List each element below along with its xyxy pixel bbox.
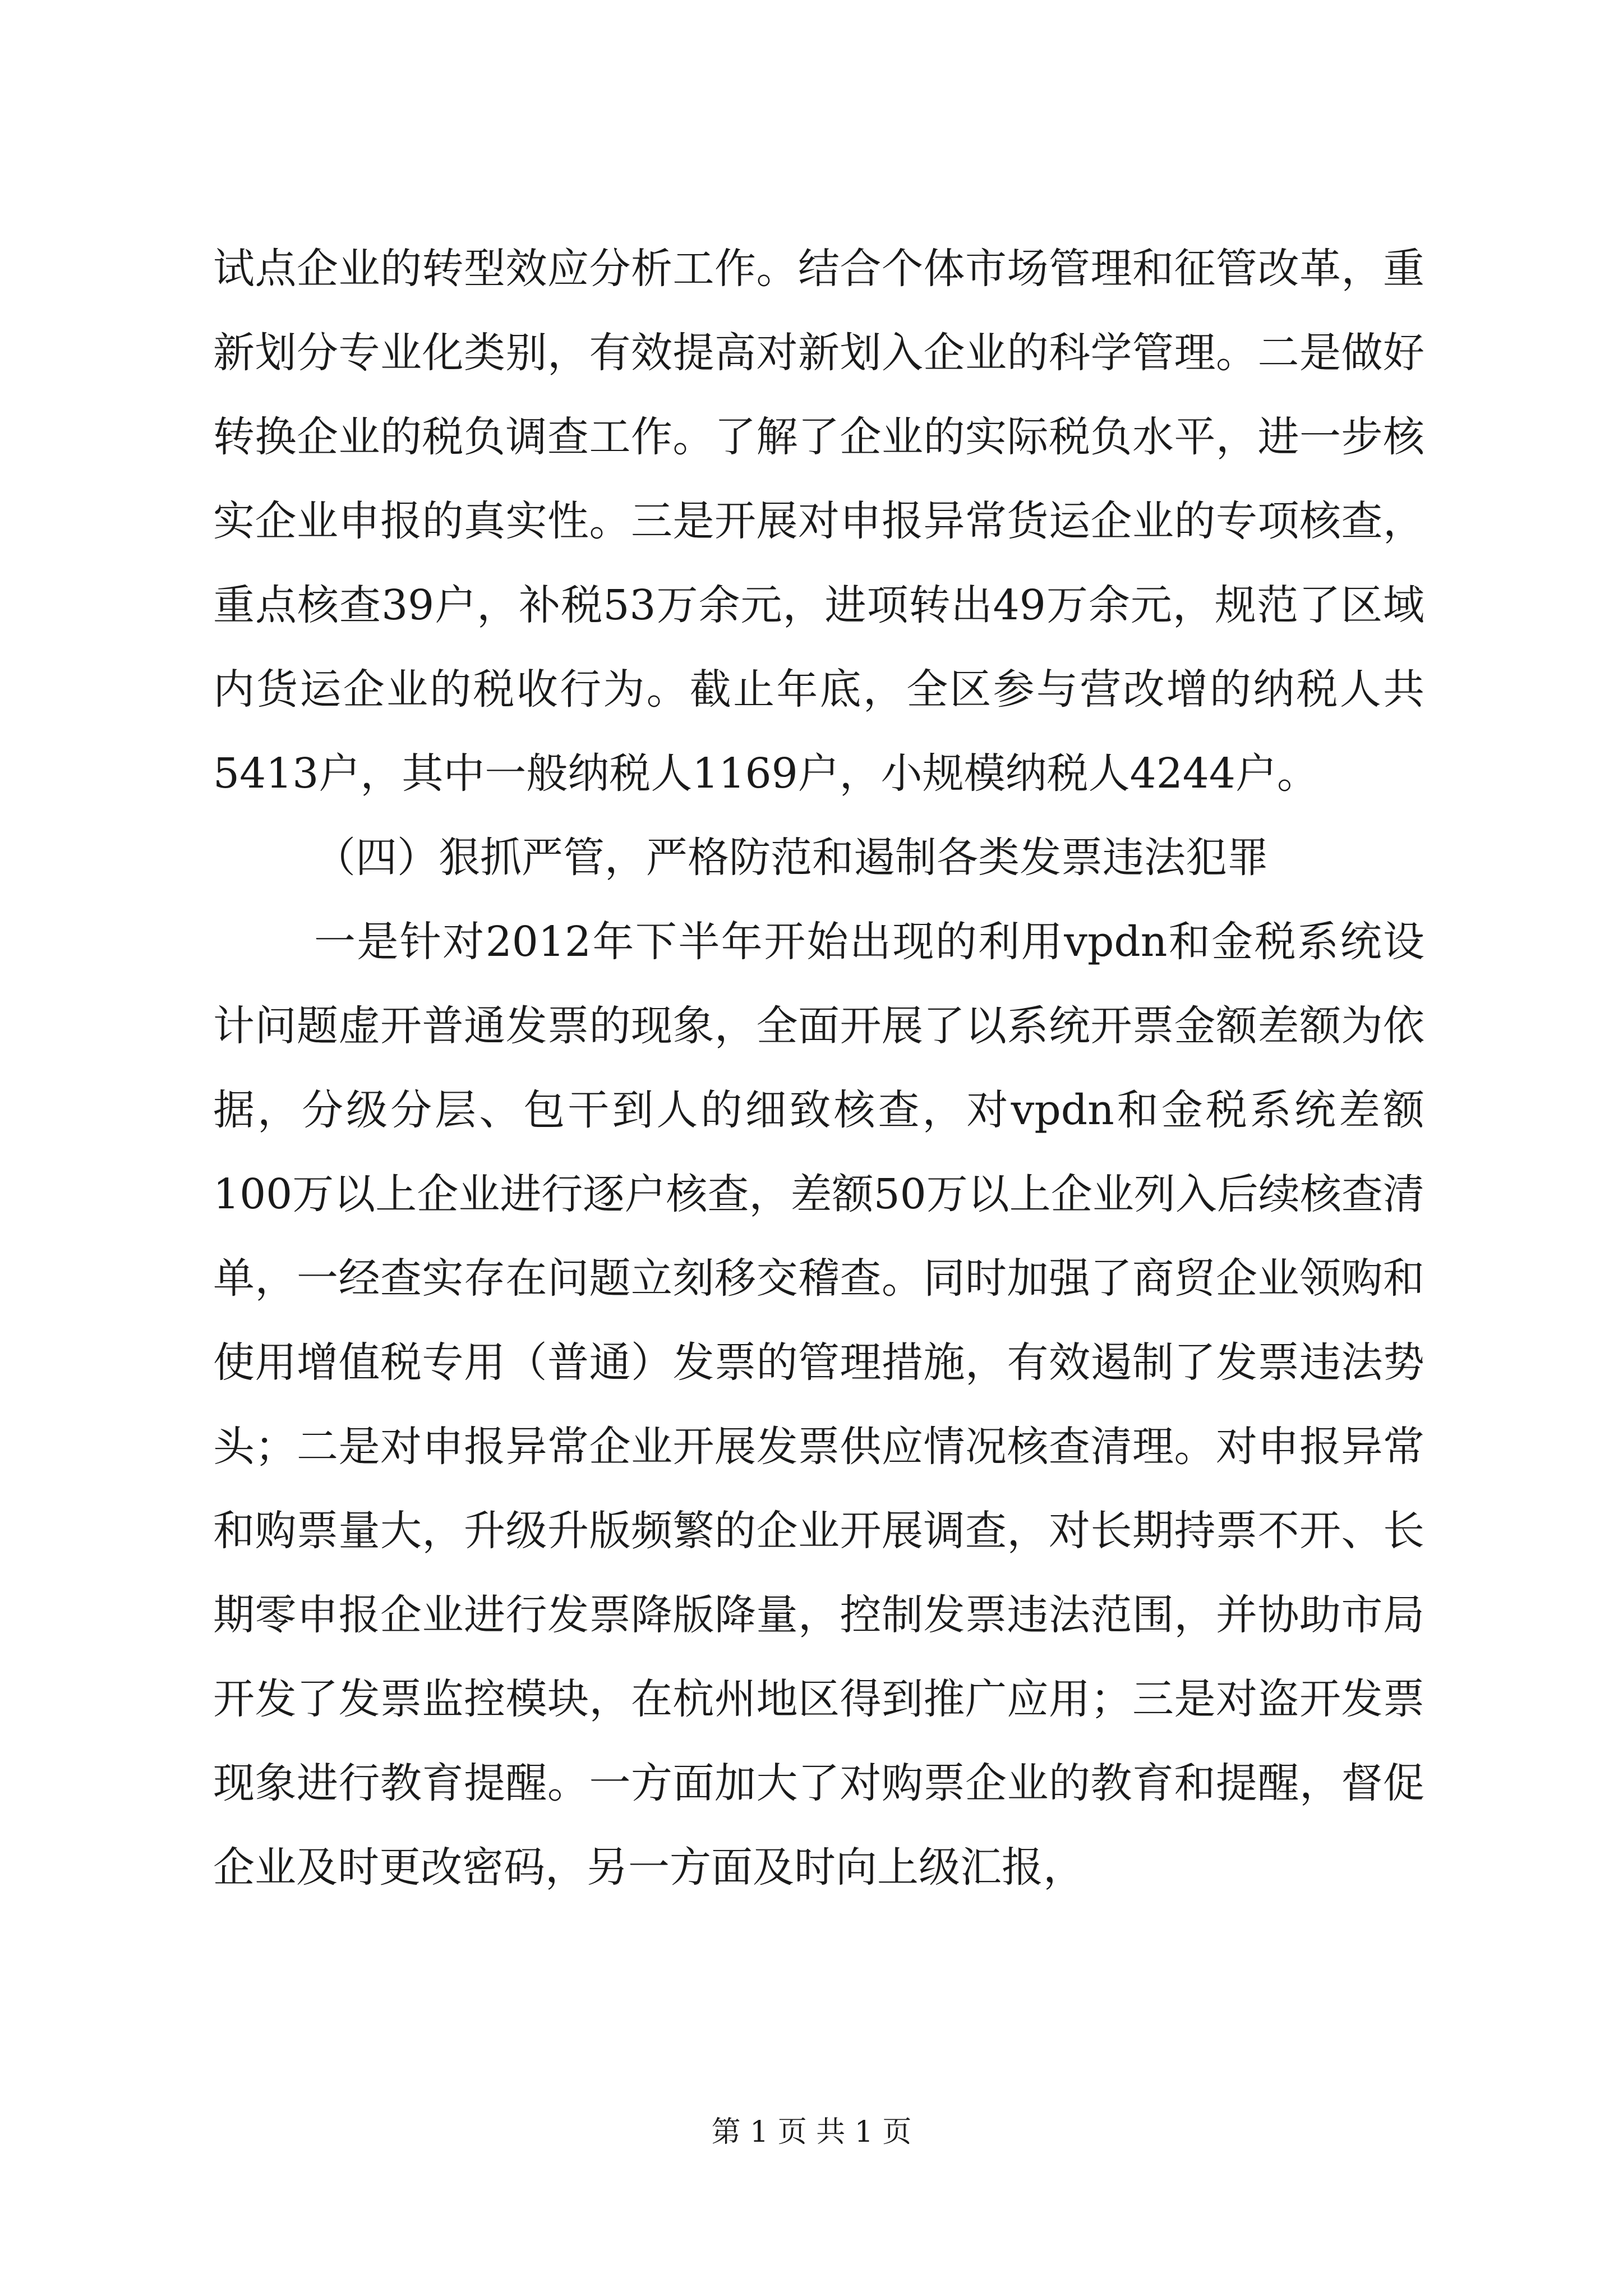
section-heading-4: （四）狠抓严管，严格防范和遏制各类发票违法犯罪 <box>314 834 1269 882</box>
paragraph-invoice-measures: 一是针对2012年下半年开始出现的利用vpdn和金税系统设计问题虚开普通发票的现象，全面开展了以系统开票金额差额为依据，分级分层、包干到人的细致核查，对vpdn和金税系统差额100万以上企业进行逐户核查，差额50万以上企业列入后续核查清单，一经查实存在问题立刻移交稽查。同时加强了商贸企业领购和使用增值税专用（普通）发票的管理措施，有效遏制了发票违法势头；二是对申报异常企业开展发票供应情况核查清理。对申报异常和购票量大，升级升版频繁的企业开展调查，对长期持票不开、长期零申报企业进行发票降版降量，控制发票违法范围，并协助市局开发了发票监控模块，在杭州地区得到推广应用；三是对盗开发票现象进行教育提醒。一方面加大了对购票企业的教育和提醒，督促企业及时更改密码，另一方面及时向上级汇报， <box>213 918 1424 1892</box>
page-footer: 第 1 页 共 1 页 <box>711 2115 912 2149</box>
document-body <box>213 227 1424 1910</box>
paragraph-continuation: 试点企业的转型效应分析工作。结合个体市场管理和征管改革，重新划分专业化类别，有效提高对新划入企业的科学管理。二是做好转换企业的税负调查工作。了解了企业的实际税负水平，进一步核实企业申报的真实性。三是开展对申报异常货运企业的专项核查，重点核查39户，补税53万余元，进项转出49万余元，规范了区域内货运企业的税收行为。截止年底，全区参与营改增的纳税人共5413户，其中一般纳税人1169户，小规模纳税人4244户。 <box>213 245 1424 798</box>
